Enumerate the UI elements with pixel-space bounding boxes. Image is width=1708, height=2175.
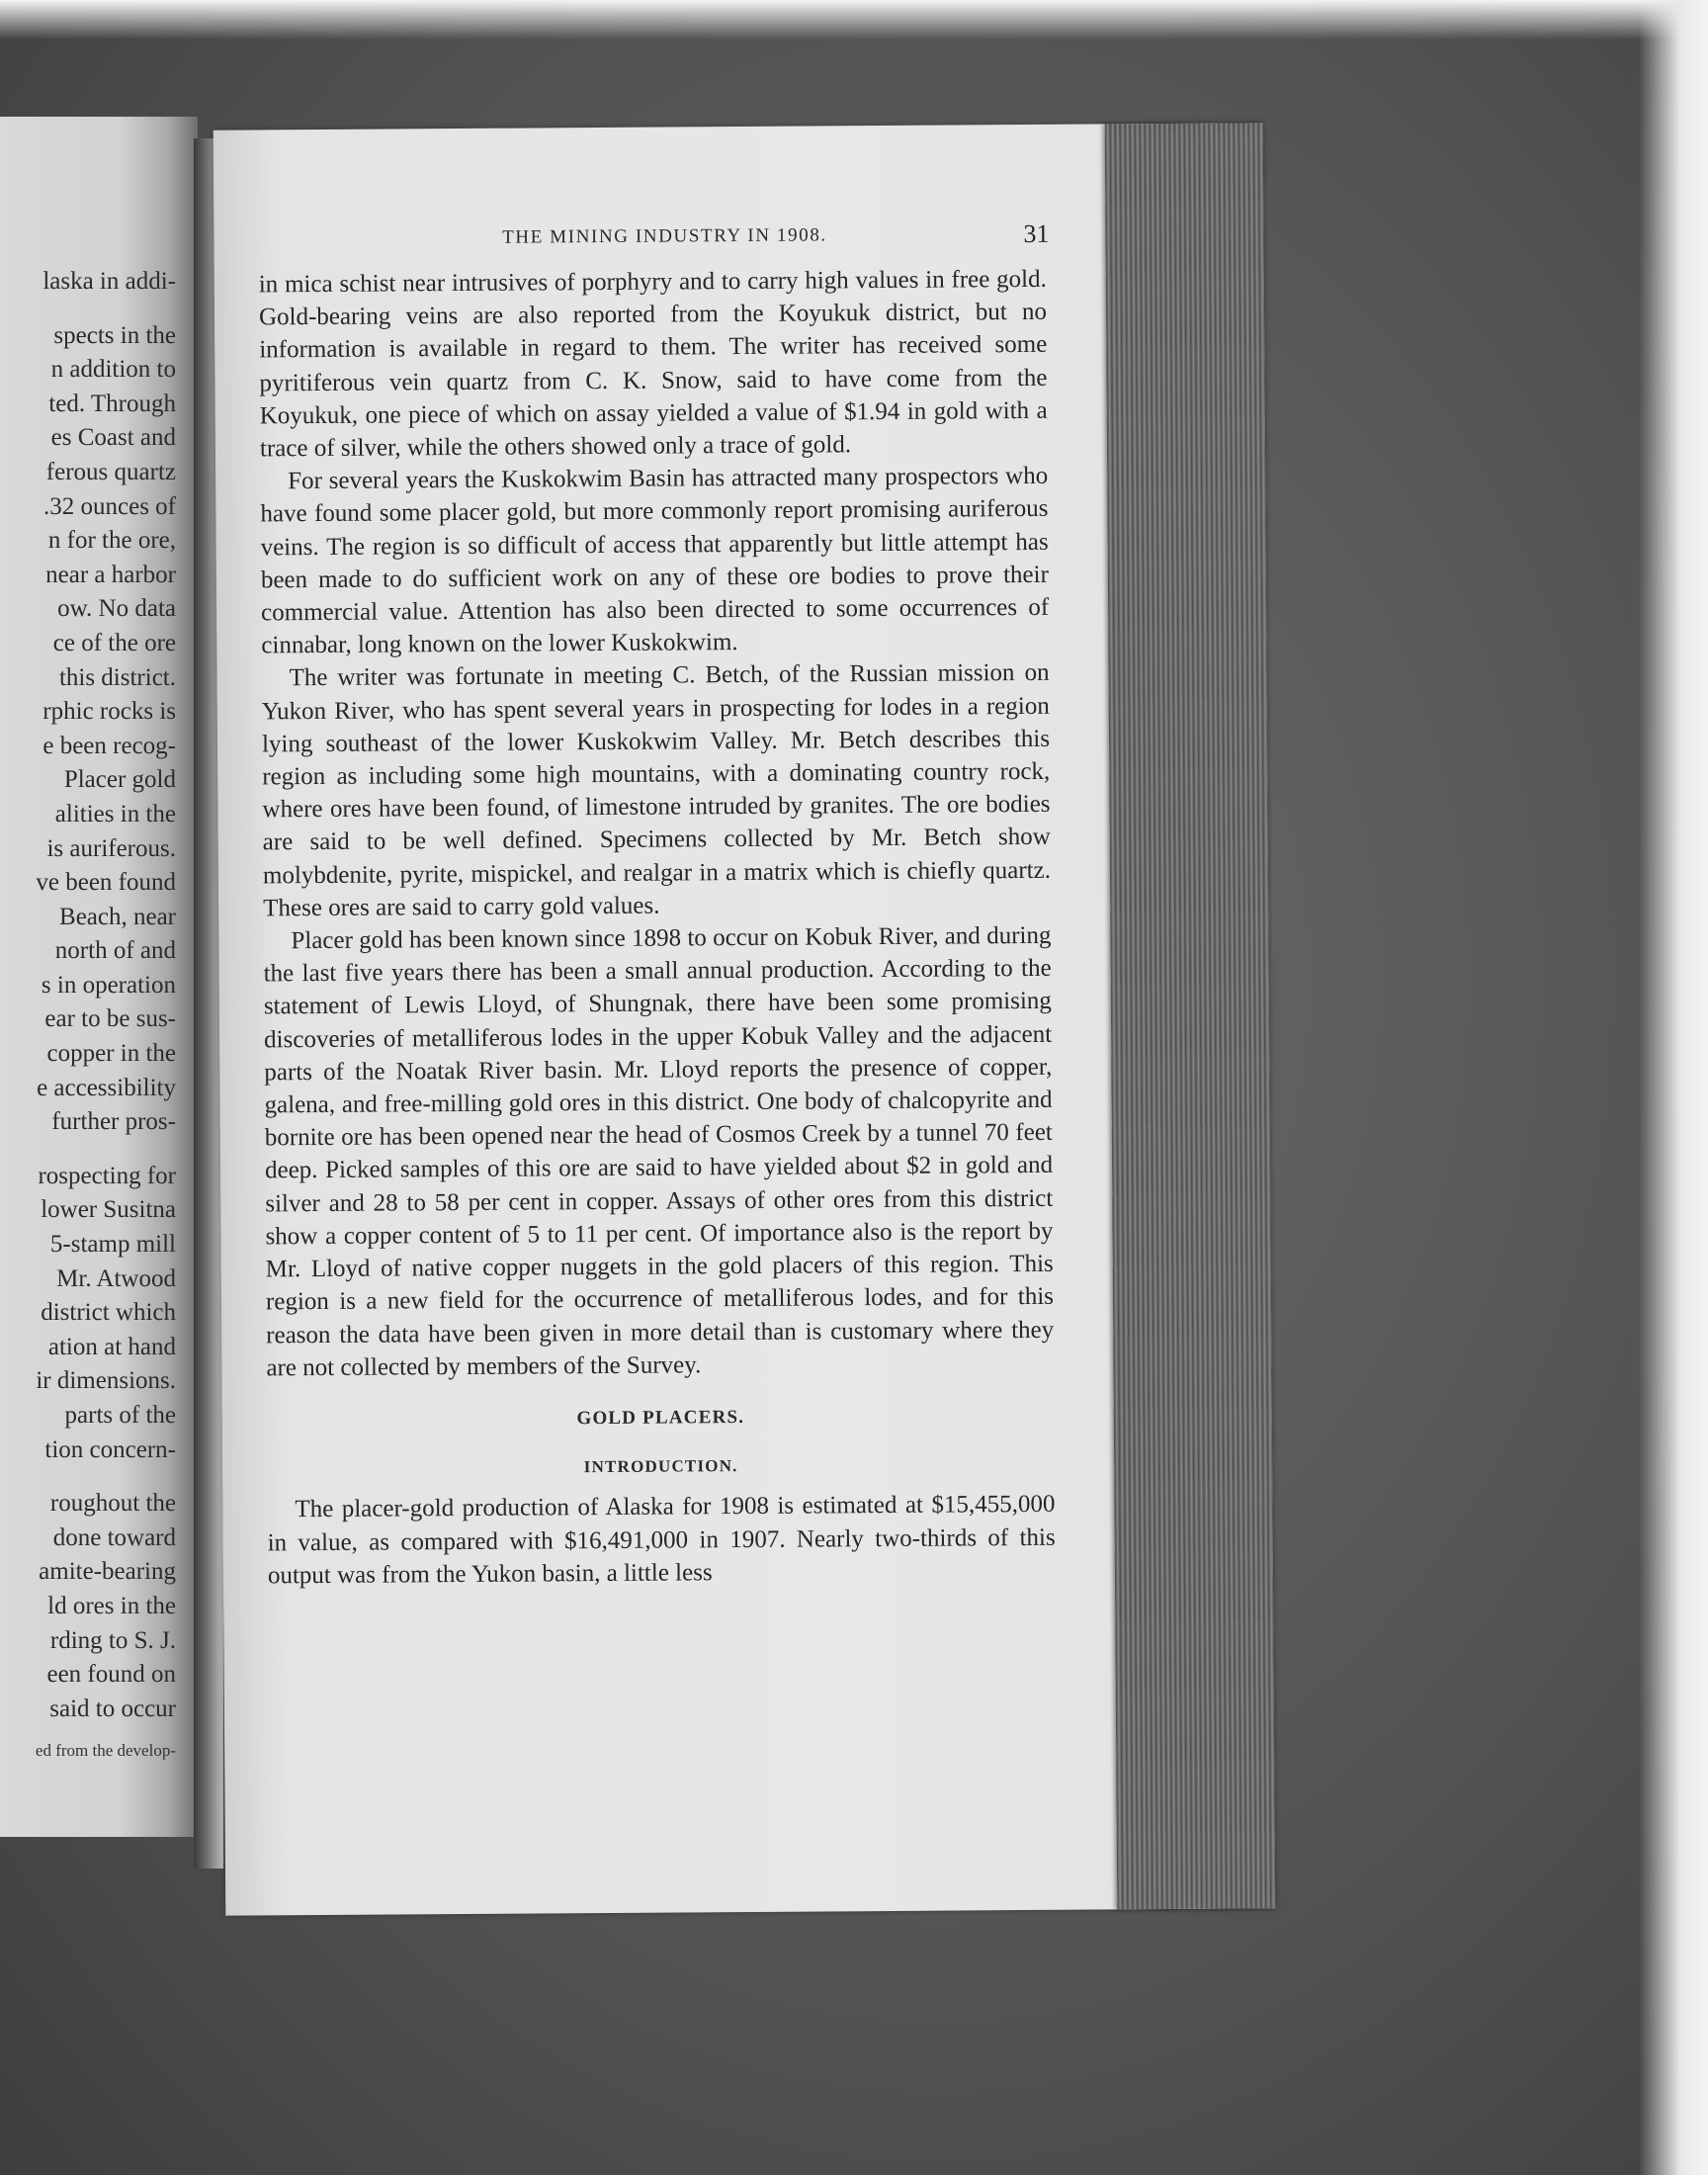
left-page-line: ve been found (36, 869, 176, 897)
running-head: THE MINING INDUSTRY IN 1908. (502, 224, 827, 248)
left-page-line: spects in the (53, 321, 176, 349)
left-page-line: Beach, near (59, 903, 176, 930)
left-page-line: copper in the (46, 1040, 176, 1068)
left-page-line: rphic rocks is (43, 698, 176, 726)
left-page-line: amite-bearing (39, 1558, 176, 1586)
page-block-edges (1105, 123, 1276, 1909)
left-page-line: ld ores in the (47, 1592, 176, 1619)
left-page-line: Placer gold (63, 766, 176, 794)
left-page-line: een found on (46, 1661, 176, 1689)
left-page-line: rospecting for (38, 1162, 176, 1189)
left-page-line: parts of the (64, 1402, 176, 1429)
scan-edge-top (0, 0, 1708, 40)
left-page-line: Mr. Atwood (56, 1264, 176, 1292)
left-page-line: e accessibility (37, 1074, 176, 1101)
left-page-line: ted. Through (48, 390, 176, 417)
subsection-heading: INTRODUCTION. (583, 1456, 738, 1477)
left-page-line: n for the ore, (47, 527, 176, 555)
page-header (258, 219, 1070, 259)
left-page-line: .32 ounces of (43, 492, 176, 520)
intro-paragraph: The placer-gold production of Alaska for 1908 is estimated at $15,455,000 in value, as compared with $16,491,000 in 1907. Nearly two-thirds of this output was from the Yukon basin, a little less (267, 1491, 1056, 1590)
left-page-line: said to occur (49, 1695, 176, 1722)
left-page-line: ation at hand (47, 1333, 176, 1360)
left-page-line: this district. (58, 663, 176, 691)
left-page-line: further pros- (51, 1108, 176, 1136)
left-page-line (0, 1467, 176, 1487)
left-page-line: ear to be sus- (44, 1005, 176, 1033)
left-page-line: is auriferous. (46, 834, 176, 862)
left-page-line: ferous quartz (45, 458, 176, 485)
left-page-line: roughout the (49, 1490, 176, 1518)
left-page-line (0, 1140, 176, 1160)
left-page (0, 117, 198, 1837)
left-page-line: done toward (52, 1523, 176, 1551)
left-page-line: ow. No data (57, 595, 176, 623)
scan-edge-right (1639, 0, 1708, 2175)
page-body (259, 263, 1056, 1592)
left-page-line: near a harbor (45, 561, 176, 588)
paragraph-1: in mica schist near intrusives of porphyry and to carry high values in free gold. Gold-bearing veins are also reported from the Koyukuk district, but no information is available in regard to them. The writer has received some pyritiferous vein quartz from C. K. Snow, said to have come from the Koyukuk, one piece of which on assay yielded a value of $1.94 in gold with a trace of silver, while the others showed only a trace of gold. (258, 265, 1048, 463)
right-page (214, 123, 1276, 1915)
left-page-text (0, 265, 176, 1769)
left-page-line: north of and (54, 937, 176, 965)
section-heading: GOLD PLACERS. (576, 1406, 745, 1430)
left-page-line: n addition to (50, 356, 176, 384)
paragraph-3: The writer was fortunate in meeting C. Betch, of the Russian mission on Yukon River, who has spent several years in prospecting for lodes in a region lying southeast of the lower Kuskokwim Valley. Mr. Betch describes this region as including some high mountains, with a dominating country rock, where ores have been found, of limestone intruded by granites. The ore bodies are said to be well defined. Specimens collected by Mr. Betch show molybdenite, pyrite, mispickel, and realgar in a matrix which is chiefly quartz. These ores are said to carry gold values. (261, 659, 1052, 922)
left-page-line: 5-stamp mill (49, 1231, 176, 1259)
left-page-line: lower Susitna (41, 1196, 176, 1224)
left-page-line: es Coast and (50, 424, 176, 452)
paragraph-2: For several years the Kuskokwim Basin has attracted many prospectors who have found some placer gold, but more commonly report promising auriferous veins. The region is so difficult of access that apparently but little attempt has been made to do sufficient work on any of these ore bodies to prove their commercial value. Attention has also been directed to some occurrences of cinnabar, long known on the lower Kuskokwim. (260, 463, 1050, 659)
left-page-line: s in operation (41, 971, 176, 999)
page-number: 31 (1023, 218, 1050, 249)
left-page-line: tion concern- (44, 1436, 176, 1463)
left-page-line: district which (41, 1299, 176, 1327)
left-page-line: laska in addi- (43, 268, 176, 295)
paragraph-4: Placer gold has been known since 1898 to occur on Kobuk River, and during the last five years there has been a small annual production. According to the statement of Lewis Lloyd, of Shungnak, there have been some promising discoveries of metalliferous lodes in the upper Kobuk Valley and the adjacent parts of the Noatak River basin. Mr. Lloyd reports the presence of copper, galena, and free-milling gold ores in this district. One body of chalcopyrite and bornite ore has been opened near the head of Cosmos Creek by a tunnel 70 feet deep. Picked samples of this ore are said to have yielded about $2 in gold and silver and 28 to 58 per cent in copper. Assays of other ores from this district show a copper content of 5 to 11 per cent. Of importance also is the report by Mr. Lloyd of native copper nuggets in the gold placers of this region. This region is a new field for the occurrence of metalliferous lodes, and for this reason the data have been given in more detail than is customary where they are not collected by members of the Survey. (263, 921, 1055, 1382)
left-page-line (0, 300, 176, 319)
left-page-line: ce of the ore (52, 629, 176, 656)
left-page-footnote: ed from the develop- (35, 1741, 176, 1761)
left-page-line: alities in the (54, 800, 176, 827)
left-page-line: ir dimensions. (36, 1367, 176, 1395)
left-page-line: rding to S. J. (49, 1626, 176, 1654)
left-page-line: e been recog- (43, 732, 176, 759)
